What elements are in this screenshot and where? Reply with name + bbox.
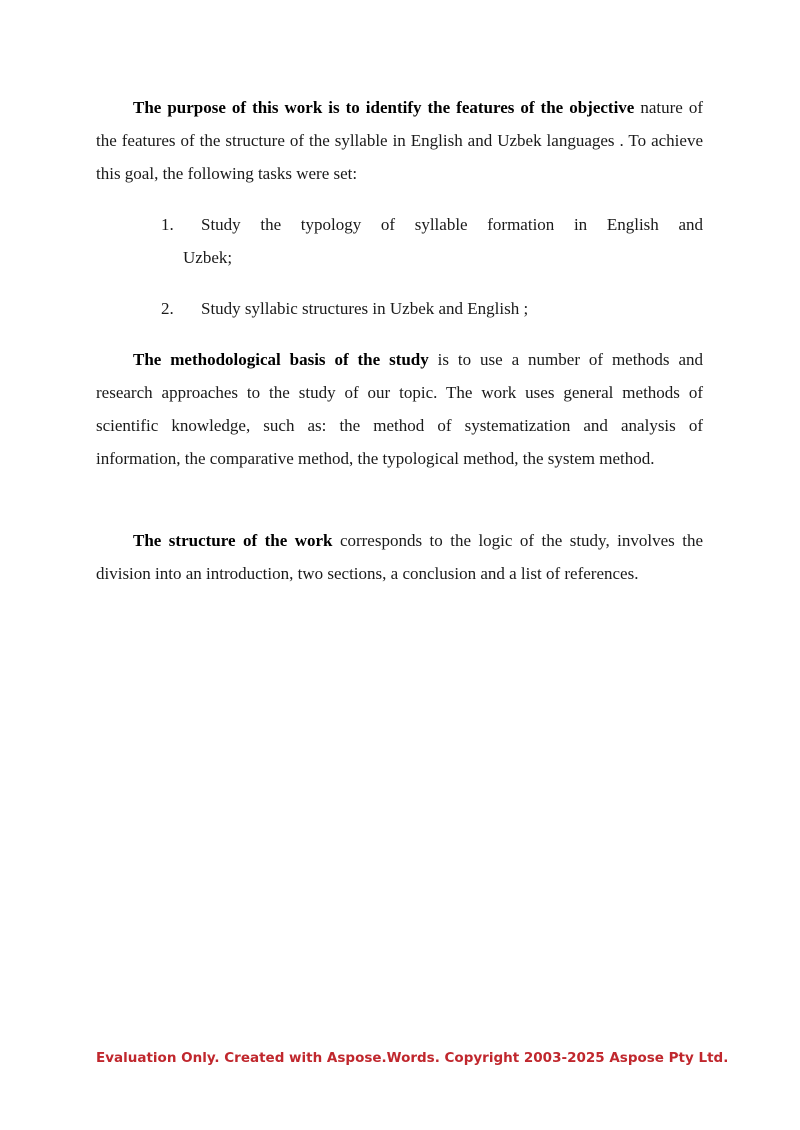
- purpose-paragraph-rest: nature of the features of the structure of the syllable in English and Uzbek languages . To achieve this goal, the following tasks were set:: [96, 98, 703, 183]
- list-item-text: Study the typology of syllable formation in English and: [201, 215, 703, 234]
- methodology-paragraph-text: [96, 343, 703, 475]
- purpose-paragraph-bold: The purpose of this work is to identify the features of the objective: [133, 98, 635, 117]
- methodology-paragraph-rest: is to use a number of methods and research approaches to the study of our topic. The work uses general methods of scientific knowledge, such as: the method of systematization and analysis of information, the comparative method, the typological method, the system method.: [96, 350, 703, 468]
- purpose-paragraph-text: [96, 91, 703, 190]
- structure-paragraph-text: [96, 524, 703, 590]
- structure-paragraph: [96, 524, 703, 590]
- methodology-paragraph: [96, 343, 703, 475]
- task-list-item: [161, 292, 703, 325]
- methodology-paragraph-bold: The methodological basis of the study: [133, 350, 429, 369]
- purpose-paragraph: [96, 91, 703, 190]
- list-item-text: Study syllabic structures in Uzbek and English ;: [201, 299, 529, 318]
- structure-paragraph-bold: The structure of the work: [133, 531, 333, 550]
- list-number: 1.: [161, 215, 174, 234]
- task-list-item: [161, 208, 703, 274]
- list-item-text-continued: Uzbek;: [183, 248, 233, 267]
- list-number: 2.: [161, 299, 174, 318]
- evaluation-watermark-text: Evaluation Only. Created with Aspose.Words. Copyright 2003-2025 Aspose Pty Ltd.: [96, 1050, 729, 1066]
- structure-paragraph-rest: corresponds to the logic of the study, involves the division into an introduction, two sections, a conclusion and a list of references.: [96, 531, 703, 583]
